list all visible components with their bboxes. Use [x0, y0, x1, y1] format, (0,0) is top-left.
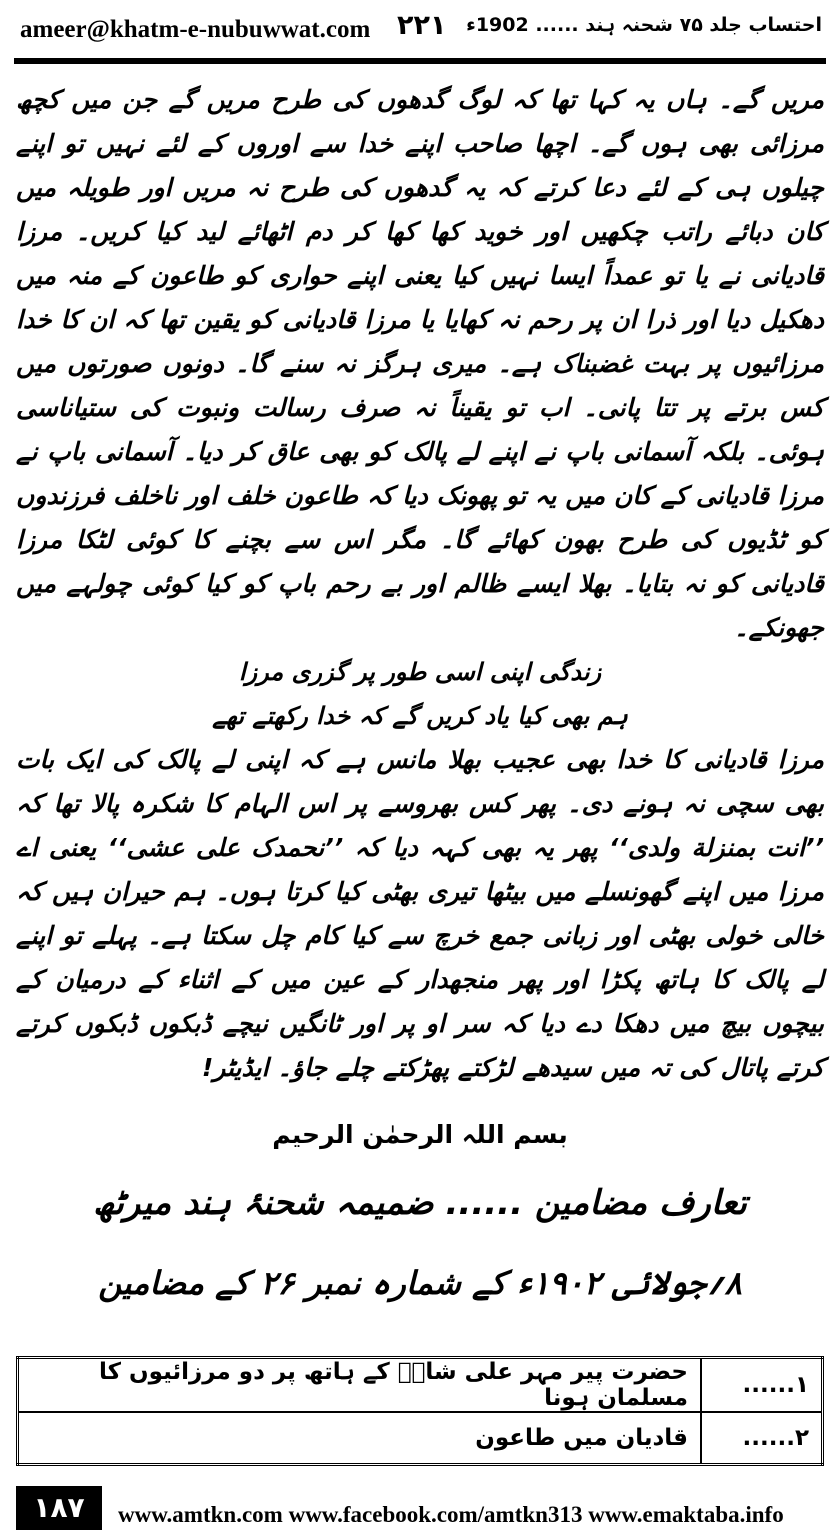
verse-line-2: ہم بھی کیا یاد کریں گے کہ خدا رکھتے تھے	[212, 702, 628, 730]
header-page-number: ۲۲۱	[397, 10, 447, 41]
footer-page-number: ۱۸۷	[16, 1486, 102, 1530]
toc-title: قادیان میں طاعون	[18, 1412, 702, 1465]
section-heading: تعارف مضامین ...... ضمیمہ شحنۂ ہند میرٹھ	[92, 1183, 747, 1223]
verse-line-1: زندگی اپنی اسی طور پر گزری مرزا	[238, 658, 602, 686]
toc-title: حضرت پیر مہر علی شاہؒ کے ہاتھ پر دو مرزائیوں کا مسلمان ہونا	[18, 1358, 702, 1413]
toc-number: ۲......	[701, 1412, 823, 1465]
body-text	[16, 78, 824, 1090]
paragraph-2: مرزا قادیانی کا خدا بھی عجیب بھلا مانس ہے کہ اپنی لے پالک کی ایک بات بھی سچی نہ ہونے دی۔ پھر کس بھروسے پر اس الہام کا شکرہ پالا تھا کہ ’’انت بمنزلة ولدی‘‘ پھر یہ بھی کہہ دیا کہ ’’نحمدک علی عشی‘‘ یعنی اے مرزا میں اپنے گھونسلے میں بیٹھا تیری بھٹی کیا کرتا ہوں۔ ہم حیران ہیں کہ خالی خولی بھٹی اور زبانی جمع خرچ سے کیا کام چل سکتا ہے۔ پہلے تو اپنے لے پالک کا ہاتھ پکڑا اور پھر منجھدار کے عین میں کے اثناء کے درمیان کے بیچوں بیچ میں دھکا دے دیا کہ سر او پر اور ٹانگیں نیچے ڈبکوں ڈبکوں کرتے کرتے پاتال کی تہ میں سیدھے لڑکتے پھڑکتے چلے جاؤ۔ ایڈیٹر!	[16, 745, 824, 1082]
header-email[interactable]: ameer@khatm-e-nubuwwat.com	[20, 16, 371, 43]
paragraph-1: مریں گے۔ ہاں یہ کہا تھا کہ لوگ گدھوں کی طرح مریں گے جن میں کچھ مرزائی بھی ہوں گے۔ اچھا صاحب اپنے خدا سے اوروں کے لئے نہیں تو اپنے چیلوں ہی کے لئے دعا کرتے کہ یہ گدھوں کی طرح نہ مریں اور طویلہ میں کان دبائے راتب چکھیں اور خوید کھا کھا کر دم اٹھائے لید کیا کریں۔ مرزا قادیانی نے یا تو عمداً ایسا نہیں کیا یعنی اپنے حواری کو طاعون کے منہ میں دھکیل دیا اور ذرا ان پر رحم نہ کھایا یا مرزا قادیانی کو یقین تھا کہ ان کا خدا مرزائیوں پر بہت غضبناک ہے۔ میری ہرگز نہ سنے گا۔ دونوں صورتوں میں کس برتے پر تتا پانی۔ اب تو یقیناً نہ صرف رسالت ونبوت کی ستیاناسی ہوئی۔ بلکہ آسمانی باپ نے اپنے لے پالک کو بھی عاق کر دیا۔ آسمانی باپ نے مرزا قادیانی کے کان میں یہ تو پھونک دیا کہ طاعون خلف اور ناخلف فرزندوں کو ٹڈیوں کی طرح بھون کھائے گا۔ مگر اس سے بچنے کا کوئی لٹکا مرزا قادیانی کو نہ بتایا۔ بھلا ایسے ظالم اور بے رحم باپ کو کیا کوئی چولہے میں جھونکے۔	[16, 85, 824, 642]
header-book-title: احتساب جلد ۷۵ شحنہ ہند ...... 1902ء	[466, 14, 822, 36]
page-header	[0, 0, 840, 70]
footer-urls[interactable]: www.amtkn.com www.facebook.com/amtkn313 www.emaktaba.info	[118, 1502, 784, 1527]
contents-table	[16, 1356, 824, 1466]
header-rule	[14, 58, 826, 64]
issue-heading: ۸؍جولائی ۱۹۰۲ء کے شمارہ نمبر ۲۶ کے مضامین	[98, 1264, 742, 1302]
toc-number: ۱......	[701, 1358, 823, 1413]
page-footer	[0, 1482, 840, 1540]
bismillah-calligraphy: بسم اللہ الرحمٰن الرحیم	[272, 1120, 568, 1149]
table-row	[18, 1358, 823, 1413]
table-row	[18, 1412, 823, 1465]
